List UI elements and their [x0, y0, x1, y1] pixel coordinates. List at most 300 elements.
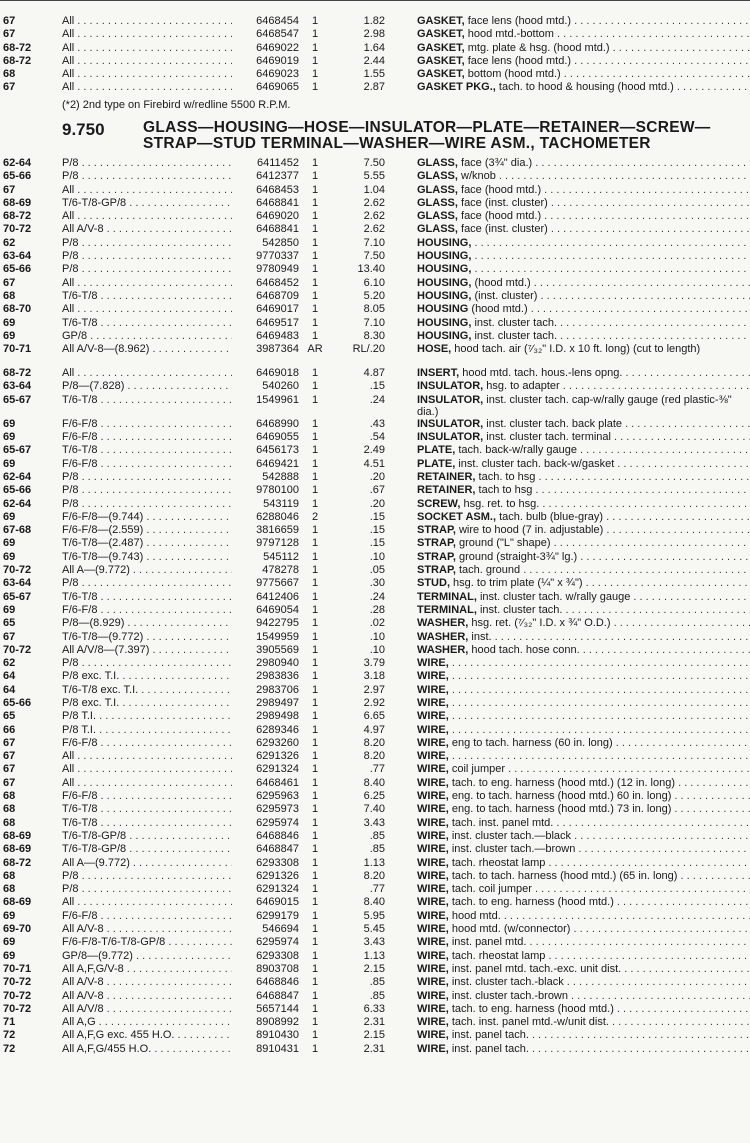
application: All A—(9.772) . . .: [62, 564, 240, 577]
quantity: 1: [311, 41, 319, 54]
quantity: 1: [311, 670, 319, 683]
application: All . . .: [62, 42, 240, 55]
parts-row: [0, 684, 750, 697]
description: [417, 697, 750, 710]
description: [417, 591, 750, 604]
model-year: 69: [3, 936, 16, 949]
part-detail: face (inst. cluster): [457, 223, 548, 236]
description: [417, 631, 750, 644]
description: [417, 68, 750, 81]
price: 2.62: [363, 223, 385, 236]
parts-row: [0, 1029, 750, 1042]
price: 13.40: [357, 263, 385, 276]
price: .24: [369, 590, 385, 603]
price: .67: [369, 484, 385, 497]
model-year: 70-72: [3, 976, 32, 989]
part-name: HOUSING,: [417, 329, 472, 342]
price: 7.50: [363, 157, 385, 169]
price: 2.97: [363, 683, 385, 696]
price: 5.55: [363, 170, 385, 183]
price: 1.55: [363, 68, 385, 81]
quantity: 1: [311, 196, 319, 209]
application: P/8 . . .: [62, 170, 240, 183]
application: All . . .: [62, 367, 240, 380]
model-year: 67: [3, 81, 16, 94]
part-detail: inst. cluster tach.: [471, 329, 557, 342]
parts-row: [0, 910, 750, 923]
description: [417, 724, 750, 737]
quantity: 1: [311, 457, 319, 470]
price: 8.20: [363, 750, 385, 763]
quantity: 1: [311, 923, 319, 936]
application: P/8 . . .: [62, 471, 240, 484]
price: 8.30: [363, 329, 385, 342]
quantity: 1: [311, 763, 319, 776]
part-name: PLATE,: [417, 444, 456, 457]
part-name: WIRE,: [417, 989, 449, 1002]
model-year: 67-68: [3, 524, 32, 537]
part-detail: inst. cluster tach.—black: [448, 829, 572, 842]
model-year: 72: [3, 1029, 16, 1042]
price: .02: [369, 617, 385, 630]
part-number: 6288046: [232, 511, 299, 524]
application: All . . .: [62, 303, 240, 316]
model-year: 67: [3, 763, 16, 776]
price: 6.25: [363, 790, 385, 803]
price: .24: [369, 393, 385, 406]
part-number: 6469023: [232, 68, 299, 81]
price: 2.92: [363, 696, 385, 709]
footnote: (*2) 2nd type on Firebird w/redline 5500 R.P.M.: [62, 99, 291, 111]
parts-row: [0, 1016, 750, 1029]
description: [417, 418, 750, 431]
parts-row: [0, 817, 750, 830]
application: T/6-T/8—(9.743) . . .: [62, 551, 240, 564]
model-year: 70-72: [3, 1002, 32, 1015]
description: [417, 830, 750, 843]
parts-row: [0, 923, 750, 936]
part-detail: (hood mtd.): [471, 276, 531, 289]
application: All A/V-8 . . .: [62, 990, 240, 1003]
part-number: 3905569: [232, 644, 299, 657]
description: [417, 290, 750, 303]
description: [417, 184, 750, 197]
description: [417, 843, 750, 856]
price: 1.64: [363, 41, 385, 54]
price: .43: [369, 417, 385, 430]
part-name: TERMINAL,: [417, 603, 477, 616]
parts-row: [0, 976, 750, 989]
part-name: RETAINER,: [417, 470, 476, 483]
application: P/8 . . .: [62, 250, 240, 263]
parts-row: [0, 670, 750, 683]
description: [417, 896, 750, 909]
application: P/8 . . .: [62, 237, 240, 250]
model-year: 68: [3, 869, 16, 882]
quantity: 1: [311, 54, 319, 67]
part-number: 8908992: [232, 1016, 299, 1029]
part-number: 9780949: [232, 263, 299, 276]
part-name: GLASS,: [417, 170, 458, 183]
parts-row: [0, 317, 750, 330]
part-number: 2983706: [232, 684, 299, 697]
part-number: 6295963: [232, 790, 299, 803]
parts-row: [0, 458, 750, 471]
model-year: 63-64: [3, 577, 32, 590]
description: [417, 343, 750, 367]
part-detail: ground ("L" shape): [455, 537, 551, 550]
part-number: 2983836: [232, 670, 299, 683]
model-year: 63-64: [3, 250, 32, 263]
part-detail: hood tach. hose conn.: [468, 643, 580, 656]
parts-row: [0, 431, 750, 444]
part-detail: inst. cluster tach. back plate: [483, 417, 623, 430]
part-name: WASHER,: [417, 630, 469, 643]
part-number: 1549959: [232, 631, 299, 644]
price: 4.51: [363, 457, 385, 470]
quantity: 1: [311, 710, 319, 723]
part-number: 6469517: [232, 317, 299, 330]
quantity: 1: [311, 1042, 319, 1055]
description: [417, 870, 750, 883]
description: [417, 237, 750, 250]
part-detail: inst. cluster tach. terminal: [483, 431, 611, 444]
model-year: 69: [3, 457, 16, 470]
description: [417, 1003, 750, 1016]
price: 2.98: [363, 28, 385, 41]
quantity: 1: [311, 210, 319, 223]
parts-row: [0, 15, 750, 28]
part-number: 546694: [232, 923, 299, 936]
application: P/8 . . .: [62, 577, 240, 590]
quantity: 1: [311, 643, 319, 656]
part-detail: tach. rheostat lamp: [448, 949, 546, 962]
application: All . . .: [62, 750, 240, 763]
part-detail: face (hood mtd.): [457, 210, 542, 223]
model-year: 67: [3, 183, 16, 196]
model-year: 70-72: [3, 989, 32, 1002]
part-number: 8910430: [232, 1029, 299, 1042]
parts-row: [0, 1043, 750, 1056]
model-year: 65-66: [3, 696, 32, 709]
part-detail: tach. to hood & housing (hood mtd.): [495, 81, 674, 94]
parts-row: [0, 790, 750, 803]
part-name: WIRE,: [417, 1002, 449, 1015]
quantity: 1: [311, 696, 319, 709]
model-year: 69: [3, 417, 16, 430]
price: .85: [369, 843, 385, 856]
description: [417, 498, 750, 511]
description: [417, 604, 750, 617]
part-number: 8910431: [232, 1043, 299, 1056]
part-number: 9770337: [232, 250, 299, 263]
model-year: 68-72: [3, 856, 32, 869]
model-year: 68-69: [3, 196, 32, 209]
description: [417, 367, 750, 380]
part-number: 6469015: [232, 896, 299, 909]
application: T/6-T/8 . . .: [62, 290, 240, 303]
parts-row: [0, 170, 750, 183]
part-detail: tach. to eng. harness (hood mtd.) (12 in. long): [448, 776, 676, 789]
model-year: 68: [3, 816, 16, 829]
section-number: 9.750: [62, 120, 105, 139]
parts-row: [0, 524, 750, 537]
part-number: 6468846: [232, 976, 299, 989]
parts-row: [0, 803, 750, 816]
part-name: WIRE,: [417, 683, 449, 696]
description: [417, 380, 750, 393]
model-year: 63-64: [3, 380, 32, 393]
part-name: WIRE,: [417, 976, 449, 989]
application: F/6-F/8 . . .: [62, 910, 240, 923]
application: All A/V-8 . . .: [62, 223, 240, 236]
description: [417, 250, 750, 263]
description: [417, 210, 750, 223]
application: All A,G . . .: [62, 1016, 240, 1029]
parts-row: [0, 777, 750, 790]
quantity: 1: [311, 444, 319, 457]
part-name: TERMINAL,: [417, 590, 477, 603]
part-name: GASKET,: [417, 28, 465, 41]
parts-row: [0, 81, 750, 94]
quantity: 1: [311, 989, 319, 1002]
part-name: WIRE,: [417, 776, 449, 789]
description: [417, 1043, 750, 1056]
part-name: GLASS,: [417, 157, 458, 169]
part-name: HOUSING,: [417, 236, 472, 249]
quantity: 1: [311, 329, 319, 342]
price: .05: [369, 564, 385, 577]
quantity: 1: [311, 843, 319, 856]
description: [417, 976, 750, 989]
part-detail: face (hood mtd.): [457, 183, 542, 196]
price: 6.33: [363, 1002, 385, 1015]
parts-row: [0, 737, 750, 750]
quantity: 1: [311, 577, 319, 590]
model-year: 68-72: [3, 210, 32, 223]
price: .20: [369, 470, 385, 483]
part-name: HOUSING: [417, 303, 469, 316]
model-year: 62: [3, 657, 16, 670]
description: [417, 737, 750, 750]
quantity: 1: [311, 367, 319, 380]
part-detail: (inst. cluster): [471, 289, 538, 302]
application: All . . .: [62, 68, 240, 81]
part-detail: wire to hood (7 in. adjustable): [455, 524, 604, 537]
parts-row: [0, 197, 750, 210]
application: T/6-T/8—(9.772) . . .: [62, 631, 240, 644]
application: All A,F,G/V-8 . . .: [62, 963, 240, 976]
application: All . . .: [62, 763, 240, 776]
price: .28: [369, 603, 385, 616]
model-year: 65-67: [3, 444, 32, 457]
quantity: 1: [311, 170, 319, 183]
part-name: WIRE,: [417, 896, 449, 909]
price: 5.20: [363, 289, 385, 302]
parts-row: [0, 617, 750, 630]
part-number: 6469421: [232, 458, 299, 471]
quantity: 1: [311, 236, 319, 249]
part-name: WIRE,: [417, 763, 449, 776]
description: [417, 471, 750, 484]
part-number: 6468990: [232, 418, 299, 431]
quantity: 1: [311, 157, 319, 169]
quantity: 1: [311, 883, 319, 896]
part-name: WIRE,: [417, 923, 449, 936]
application: All . . .: [62, 210, 240, 223]
part-number: 6469065: [232, 81, 299, 94]
application: F/6-F/8—(2.559) . . .: [62, 524, 240, 537]
model-year: 69: [3, 537, 16, 550]
description: [417, 950, 750, 963]
application: All A/V-8—(8.962) . . .: [62, 343, 240, 356]
part-number: 6469054: [232, 604, 299, 617]
description: [417, 170, 750, 183]
part-number: 6469017: [232, 303, 299, 316]
application: P/8 . . .: [62, 870, 240, 883]
description: [417, 81, 750, 94]
description: [417, 617, 750, 630]
application: P/8 T.I. . . .: [62, 710, 240, 723]
part-name: STRAP,: [417, 524, 456, 537]
part-number: 6412377: [232, 170, 299, 183]
price: 3.43: [363, 936, 385, 949]
part-number: 6291326: [232, 870, 299, 883]
part-number: 6468709: [232, 290, 299, 303]
part-number: 6468847: [232, 843, 299, 856]
part-name: WIRE,: [417, 657, 449, 670]
quantity: 1: [311, 856, 319, 869]
model-year: 69: [3, 329, 16, 342]
part-number: 6299179: [232, 910, 299, 923]
quantity: 1: [311, 15, 319, 27]
parts-row: [0, 697, 750, 710]
quantity: 1: [311, 564, 319, 577]
part-number: 6293260: [232, 737, 299, 750]
quantity: 1: [311, 484, 319, 497]
part-detail: tach. coil jumper: [448, 883, 532, 896]
part-name: WIRE,: [417, 1042, 449, 1055]
description: [417, 936, 750, 949]
quantity: 1: [311, 289, 319, 302]
part-name: WIRE,: [417, 790, 449, 803]
price: 1.13: [363, 856, 385, 869]
model-year: 64: [3, 683, 16, 696]
model-year: 64: [3, 670, 16, 683]
parts-row: [0, 343, 750, 367]
price: 5.45: [363, 923, 385, 936]
parts-row: [0, 498, 750, 511]
part-name: STRAP,: [417, 537, 456, 550]
part-detail: eng. to tach. harness (hood mtd.) 73 in. long): [448, 803, 672, 816]
description: [417, 458, 750, 471]
price: RL/.20: [352, 343, 385, 356]
application: T/6-T/8 . . .: [62, 444, 240, 457]
part-detail: hood mtd. tach. hous.-lens opng.: [459, 367, 623, 380]
part-name: GLASS,: [417, 196, 458, 209]
part-detail: inst.: [468, 630, 492, 643]
parts-row: [0, 28, 750, 41]
application: P/8 . . .: [62, 657, 240, 670]
price: .10: [369, 643, 385, 656]
part-number: 6469022: [232, 42, 299, 55]
parts-row: [0, 551, 750, 564]
description: [417, 923, 750, 936]
price: 8.05: [363, 303, 385, 316]
application: All . . .: [62, 896, 240, 909]
description: [417, 444, 750, 457]
parts-row: [0, 394, 750, 418]
part-name: PLATE,: [417, 457, 456, 470]
part-detail: hood mtd.-bottom: [464, 28, 554, 41]
part-name: WIRE,: [417, 736, 449, 749]
model-year: 68-70: [3, 303, 32, 316]
price: 2.87: [363, 81, 385, 94]
part-detail: face lens (hood mtd.): [464, 15, 572, 27]
price: .10: [369, 550, 385, 563]
parts-row: [0, 418, 750, 431]
parts-row: [0, 963, 750, 976]
description: [417, 157, 750, 170]
description: [417, 777, 750, 790]
description: [417, 537, 750, 550]
model-year: 68: [3, 883, 16, 896]
model-year: 70-71: [3, 962, 32, 975]
quantity: 1: [311, 630, 319, 643]
description: [417, 670, 750, 683]
application: P/8 exc. T.I. . . .: [62, 670, 240, 683]
part-detail: inst. cluster tach. cap-w/rally gauge (red plastic-⅜" dia.): [417, 393, 732, 418]
description: [417, 564, 750, 577]
quantity: 1: [311, 183, 319, 196]
price: .77: [369, 883, 385, 896]
parts-row: [0, 484, 750, 497]
description: [417, 55, 750, 68]
application: F/6-F/8 . . .: [62, 458, 240, 471]
description: [417, 431, 750, 444]
parts-row: [0, 537, 750, 550]
model-year: 72: [3, 1042, 16, 1055]
model-year: 62: [3, 236, 16, 249]
model-year: 65: [3, 617, 16, 630]
description: [417, 857, 750, 870]
parts-row: [0, 564, 750, 577]
part-name: HOUSING,: [417, 316, 472, 329]
part-name: WIRE,: [417, 723, 449, 736]
model-year: 65-66: [3, 484, 32, 497]
quantity: 1: [311, 524, 319, 537]
parts-row: [0, 303, 750, 316]
part-detail: eng to tach. harness (60 in. long): [448, 736, 613, 749]
quantity: 1: [311, 1029, 319, 1042]
part-name: WIRE,: [417, 883, 449, 896]
parts-row: [0, 936, 750, 949]
quantity: 1: [311, 303, 319, 316]
application: T/6-T/8 . . .: [62, 591, 240, 604]
description: [417, 551, 750, 564]
description: [417, 684, 750, 697]
application: T/6-T/8 . . .: [62, 317, 240, 330]
quantity: 1: [311, 1002, 319, 1015]
model-year: 69: [3, 909, 16, 922]
part-name: GASKET,: [417, 54, 465, 67]
quantity: 1: [311, 936, 319, 949]
quantity: 1: [311, 263, 319, 276]
description: [417, 910, 750, 923]
part-number: 6468547: [232, 28, 299, 41]
parts-row: [0, 250, 750, 263]
quantity: 1: [311, 736, 319, 749]
